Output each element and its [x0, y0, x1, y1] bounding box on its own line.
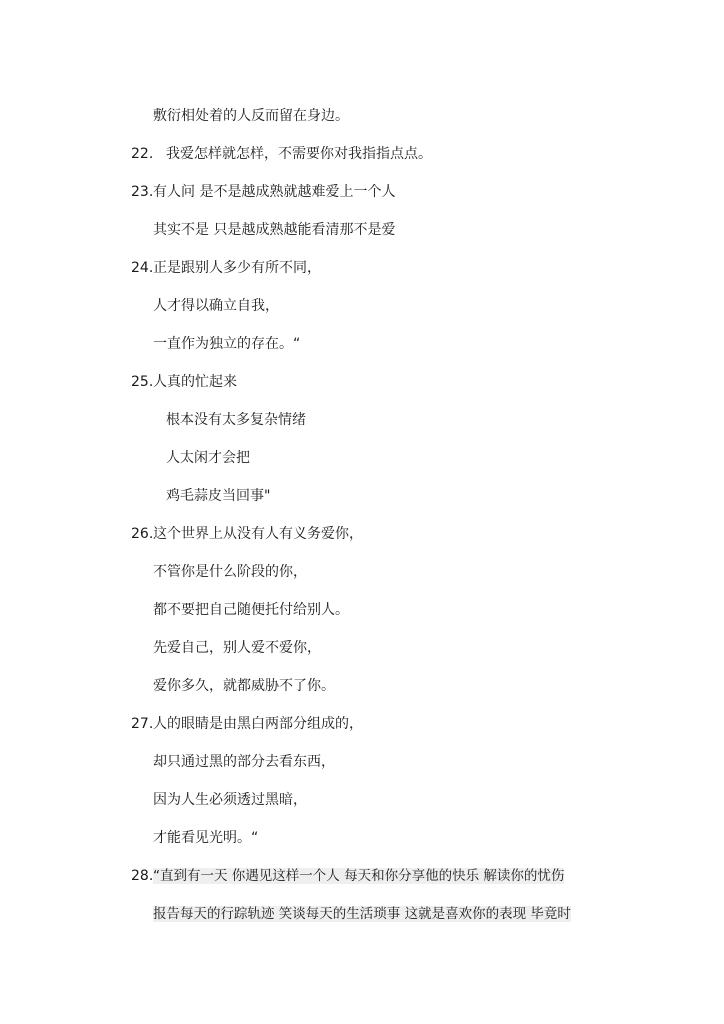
item-number: 27. — [131, 716, 154, 732]
item-text: 有人问 是不是越成熟就越难爱上一个人 — [153, 184, 396, 200]
item-text: 人的眼睛是由黑白两部分组成的， — [153, 716, 363, 732]
text-line: 人太闲才会把 — [166, 450, 250, 466]
text-line: 其实不是 只是越成熟越能看清那不是爱 — [153, 222, 396, 238]
text-line: 都不要把自己随便托付给别人。 — [153, 602, 349, 618]
text-line: 因为人生必须透过黑暗， — [153, 792, 307, 808]
list-item-25 — [131, 373, 237, 391]
list-item-27 — [131, 715, 363, 733]
text-line: 根本没有太多复杂情绪 — [166, 412, 306, 428]
text-line: 一直作为独立的存在。“ — [153, 336, 301, 352]
text-line: 爱你多久，就都威胁不了你。 — [153, 678, 335, 694]
item-number: 22. — [131, 146, 154, 162]
item-text: 正是跟别人多少有所不同， — [153, 260, 321, 276]
item-number: 25. — [131, 374, 154, 390]
list-item-22 — [131, 145, 432, 163]
item-number: 23. — [131, 184, 154, 200]
text-line-highlighted: 报告每天的行踪轨迹 笑谈每天的生活琐事 这就是喜欢你的表现 毕竟时 — [153, 906, 571, 922]
item-text-highlighted: “直到有一天 你遇见这样一个人 每天和你分享他的快乐 解读你的忧伤 — [153, 868, 565, 884]
item-text: 人真的忙起来 — [153, 374, 237, 390]
text-line: 敷衍相处着的人反而留在身边。 — [153, 108, 349, 124]
list-item-23 — [131, 183, 395, 201]
item-number: 24. — [131, 260, 154, 276]
item-text: 我爱怎样就怎样，不需要你对我指指点点。 — [166, 146, 432, 162]
text-line: 先爱自己，别人爱不爱你， — [153, 640, 321, 656]
list-item-28 — [131, 867, 564, 885]
text-line: 鸡毛蒜皮当回事" — [166, 488, 271, 504]
text-line: 不管你是什么阶段的你， — [153, 564, 307, 580]
text-line: 人才得以确立自我， — [153, 298, 279, 314]
text-line: 却只通过黑的部分去看东西， — [153, 754, 335, 770]
item-text: 这个世界上从没有人有义务爱你， — [153, 526, 363, 542]
list-item-26 — [131, 525, 363, 543]
list-item-24 — [131, 259, 321, 277]
text-line: 才能看见光明。“ — [153, 830, 259, 846]
item-number: 28. — [131, 868, 154, 884]
item-number: 26. — [131, 526, 154, 542]
